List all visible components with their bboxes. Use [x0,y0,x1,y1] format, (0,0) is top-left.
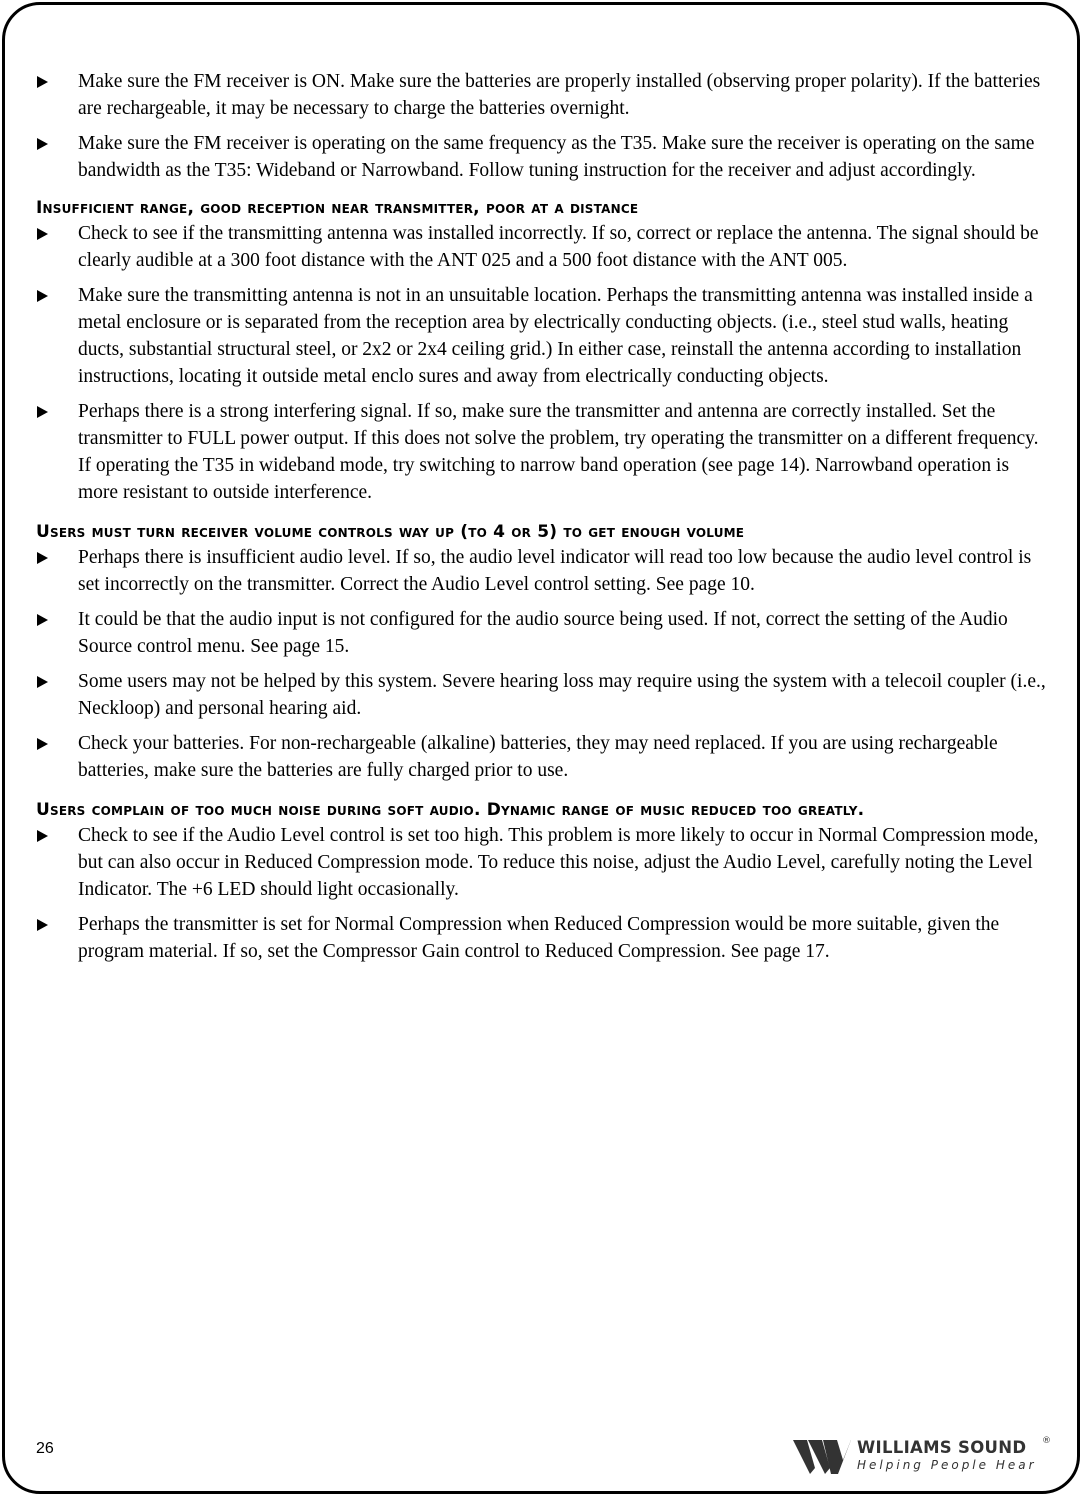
bullet-text: Check to see if the transmitting antenna was installed incorrectly. If so, correct or replace the antenna. The signal should be clearly audible at a 300 foot distance with the ANT 025 and a 500 foot distance with the ANT 005. [78,223,1039,271]
list-item [36,822,1052,903]
arrow-bullet-icon [37,552,48,564]
bullet-text: It could be that the audio input is not configured for the audio source being used. If not, correct the setting of the Audio Source control menu. See page 15. [78,609,1008,657]
list-item [36,130,1052,184]
brand-logo [793,1438,1058,1478]
list-item [36,398,1052,506]
page-content [36,68,1052,973]
list-item [36,911,1052,965]
list-item [36,606,1052,660]
section-noise [36,800,1052,965]
arrow-bullet-icon [37,290,48,302]
section-heading: Users must turn receiver volume controls way up (to 4 or 5) to get enough volume [36,522,745,542]
bullet-text: Perhaps the transmitter is set for Normal Compression when Reduced Compression would be more suitable, given the program material. If so, set the Compressor Gain control to Reduced Compression. See page 17. [78,914,1000,962]
arrow-bullet-icon [37,738,48,750]
bullet-text: Make sure the FM receiver is operating on the same frequency as the T35. Make sure the receiver is operating on the same bandwidth as the T35: Wideband or Narrowband. Follow tuning instruction for the receiver and adjust accordingly. [78,133,1035,181]
arrow-bullet-icon [37,76,48,88]
arrow-bullet-icon [37,228,48,240]
bullet-text: Make sure the transmitting antenna is not in an unsuitable location. Perhaps the transmitting antenna was installed inside a metal enclosure or is separated from the reception area by electrically conducting objects. (i.e., steel stud walls, heating ducts, substantial structural steel, or 2x2 or 2x4 ceiling grid.) In either case, reinstall the antenna according to installation instructions, locating it outside metal enclo sures and away from electrically conducting objects. [78,285,1033,387]
arrow-bullet-icon [37,676,48,688]
section-heading: Users complain of too much noise during soft audio. Dynamic range of music reduced too greatly. [36,800,865,820]
list-item [36,730,1052,784]
brand-name: WILLIAMS SOUND [857,1438,1027,1457]
list-item [36,68,1052,122]
bullet-text: Make sure the FM receiver is ON. Make sure the batteries are properly installed (observing proper polarity). If the batteries are rechargeable, it may be necessary to charge the batteries overnight. [78,71,1041,119]
page-number: 26 [36,1440,54,1457]
bullet-text: Check your batteries. For non-rechargeable (alkaline) batteries, they may need replaced. If you are using rechargeable batteries, make sure the batteries are fully charged prior to use. [78,733,998,781]
list-item [36,282,1052,390]
brand-tagline: Helping People Hear [857,1458,1037,1472]
registered-mark: ® [1042,1436,1051,1446]
arrow-bullet-icon [37,614,48,626]
arrow-bullet-icon [37,830,48,842]
williams-sound-logo-icon [793,1440,853,1476]
arrow-bullet-icon [37,919,48,931]
list-item [36,220,1052,274]
list-item [36,668,1052,722]
section-insufficient-range [36,198,1052,506]
bullet-text: Check to see if the Audio Level control is set too high. This problem is more likely to occur in Normal Compression mode, but can also occur in Reduced Compression mode. To reduce this noise, adjust the Audio Level, carefully noting the Level Indicator. The +6 LED should light occasionally. [78,825,1039,900]
bullet-text: Some users may not be helped by this system. Severe hearing loss may require using the system with a telecoil coupler (i.e., Neckloop) and personal hearing aid. [78,671,1046,719]
arrow-bullet-icon [37,406,48,418]
section-heading: Insufficient range, good reception near transmitter, poor at a distance [36,198,639,218]
list-item [36,544,1052,598]
bullet-text: Perhaps there is a strong interfering signal. If so, make sure the transmitter and antenna are correctly installed. Set the transmitter to FULL power output. If this does not solve the problem, try operating the transmitter on a different frequency. If operating the T35 in wideband mode, try switching to narrow band operation (see page 14). Narrowband operation is more resistant to outside interference. [78,401,1039,503]
bullet-text: Perhaps there is insufficient audio level. If so, the audio level indicator will read too low because the audio level control is set incorrectly on the transmitter. Correct the Audio Level control setting. See page 10. [78,547,1032,595]
section-volume [36,522,1052,784]
arrow-bullet-icon [37,138,48,150]
